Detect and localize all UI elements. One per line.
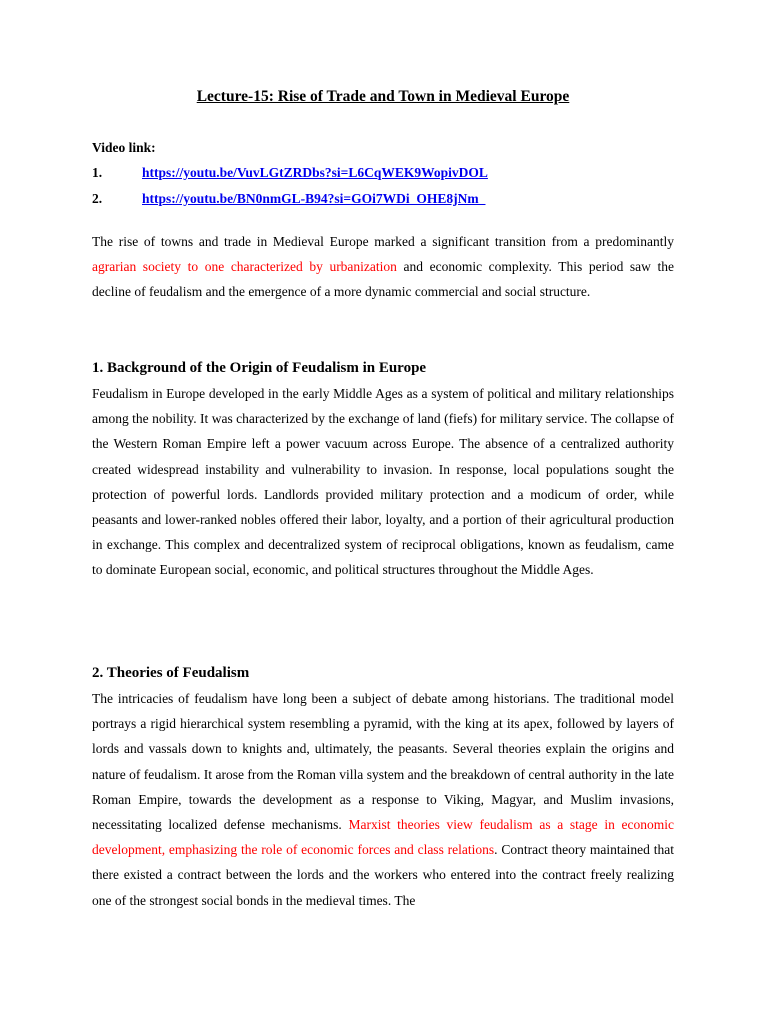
video-link-item	[92, 162, 488, 184]
video-link-1[interactable]: https://youtu.be/VuvLGtZRDbs?si=L6CqWEK9WopivDOL	[142, 165, 488, 180]
section-1-heading: 1. Background of the Origin of Feudalism in Europe	[92, 360, 427, 376]
section-1-paragraph: Feudalism in Europe developed in the early Middle Ages as a system of political and military relationships among the nobility. It was characterized by the exchange of land (fiefs) for military service. The collapse of the Western Roman Empire left a power vacuum across Europe. The absence of a centralized authority created widespread instability and vulnerability to invasion. In response, local populations sought the protection of powerful lords. Landlords provided military protection and a modicum of order, while peasants and lower-ranked nobles offered their labor, loyalty, and a portion of their agricultural production in exchange. This complex and decentralized system of reciprocal obligations, known as feudalism, came to dominate European social, economic, and political structures throughout the Middle Ages.	[92, 386, 674, 578]
section-2-text: The intricacies of feudalism have long been a subject of debate among historians. The traditional model portrays a rigid hierarchical system resembling a pyramid, with the king at its apex, followed by layers of lords and vassals down to knights and, ultimately, the peasants. Several theories explain the origins and nature of feudalism. It arose from the Roman villa system and the breakdown of central authority in the late Roman Empire, towards the development as a response to Viking, Magyar, and Muslim invasions, necessitating localized defense mechanisms.	[92, 691, 674, 833]
section-2-highlight: Marxist theories view feudalism as a stage in economic development, emphasizing the role of economic forces and class relations	[92, 817, 674, 858]
video-link-label: Video link:	[92, 140, 156, 155]
intro-text: The rise of towns and trade in Medieval Europe marked a significant transition from a predominantly	[92, 234, 674, 249]
section-2-text-end: . Contract theory maintained that there existed a contract between the lords and the workers who entered into the contract freely realizing one of the strongest social bonds in the medieval times. The	[92, 842, 674, 908]
video-link-item	[92, 188, 485, 210]
list-number: 1.	[92, 165, 103, 180]
intro-paragraph	[92, 229, 674, 305]
intro-text-end: and economic complexity. This period saw the decline of feudalism and the emergence of a more dynamic commercial and social structure.	[92, 259, 675, 300]
section-2-heading: 2. Theories of Feudalism	[92, 665, 250, 681]
video-link-2[interactable]: https://youtu.be/BN0nmGL-B94?si=GOi7WDi_OHE8jNm_	[142, 191, 486, 206]
intro-highlight: agrarian society to one characterized by urbanization	[92, 259, 397, 275]
section-2-paragraph	[92, 686, 674, 913]
page-title: Lecture-15: Rise of Trade and Town in Medieval Europe	[196, 88, 570, 105]
list-number: 2.	[92, 191, 103, 206]
